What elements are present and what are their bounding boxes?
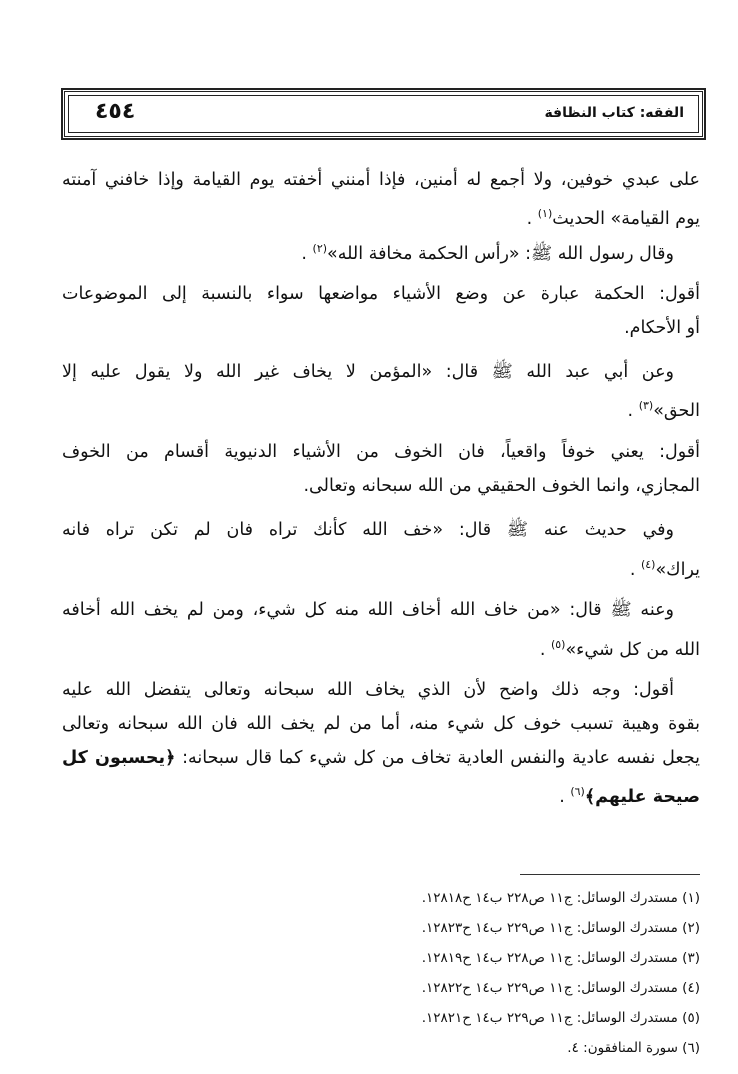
text-line: [62, 513, 700, 547]
line-text: المجازي، وانما الخوف الحقيقي من الله سبحانه وتعالى.: [303, 476, 700, 496]
text-line: [62, 355, 700, 389]
line-text: أقول: وجه ذلك واضح لأن الذي يخاف الله سبحانه وتعالى يتفضل الله عليه: [62, 680, 674, 700]
footnote-ref: (٥): [550, 638, 566, 651]
line-punctuation: .: [526, 208, 538, 229]
line-text: يراك»: [655, 559, 700, 580]
line-text: على عبدي خوفين، ولا أجمع له أمنين، فإذا أمنني أخفته يوم القيامة وإذا خافني آمنته: [62, 170, 700, 190]
line-text: أقول: الحكمة عبارة عن وضع الأشياء مواضعها سواء بالنسبة إلى الموضوعات: [62, 284, 700, 304]
footnote: (٦) سورة المنافقون: ٤.: [567, 1040, 700, 1056]
text-line: [62, 593, 700, 627]
text-line: [62, 435, 700, 469]
footnote-divider: [520, 874, 700, 875]
line-punctuation: .: [627, 400, 639, 421]
line-text: أو الأحكام.: [624, 318, 700, 338]
quran-verse: صيحة عليهم﴾: [584, 786, 700, 807]
header-title: الفقه: كتاب النظافة: [544, 105, 684, 121]
text-line: [62, 673, 700, 707]
line-text: الحق»: [653, 400, 700, 421]
text-line: [62, 741, 700, 775]
line-punctuation: .: [539, 639, 551, 660]
line-text: بقوة وهيبة تسبب خوف كل شيء منه، أما من لم يخف الله فان الله سبحانه وتعالى: [62, 714, 700, 734]
line-text: وقال رسول الله ﷺ: «رأس الحكمة مخافة الله»: [327, 243, 674, 264]
text-line: [62, 548, 700, 582]
line-text: يوم القيامة» الحديث: [552, 208, 700, 229]
text-line: [62, 232, 700, 266]
line-punctuation: .: [629, 559, 641, 580]
footnote: (٢) مستدرك الوسائل: ج١١ ص٢٢٩ ب١٤ ح١٢٨٢٣.: [421, 920, 700, 936]
text-line: [62, 163, 700, 197]
line-text: الله من كل شيء»: [565, 639, 700, 660]
footnote-ref: (١): [537, 207, 553, 220]
line-punctuation: .: [559, 786, 571, 807]
footnote: (٤) مستدرك الوسائل: ج١١ ص٢٢٩ ب١٤ ح١٢٨٢٢.: [421, 980, 700, 996]
text-line: [62, 389, 700, 423]
page-number: ٤٥٤: [95, 99, 136, 124]
footnote-ref: (٦): [570, 785, 585, 798]
footnote-ref: (٤): [640, 558, 656, 571]
text-line: [62, 311, 700, 345]
line-text: وفي حديث عنه ﷺ قال: «خف الله كأنك تراه فان لم تكن تراه فانه: [62, 520, 674, 540]
line-text: يجعل نفسه عادية والنفس العادية تخاف من كل شيء كما قال سبحانه:: [175, 748, 700, 768]
footnote: (١) مستدرك الوسائل: ج١١ ص٢٢٨ ب١٤ ح١٢٨١٨.: [421, 890, 700, 906]
text-line: [62, 707, 700, 741]
text-line: [62, 775, 700, 809]
quran-verse: ﴿يحسبون كل: [62, 748, 176, 768]
footnote-ref: (٣): [638, 399, 654, 412]
footnote: (٥) مستدرك الوسائل: ج١١ ص٢٢٩ ب١٤ ح١٢٨٢١.: [421, 1010, 700, 1026]
running-header: [62, 89, 705, 139]
line-text: وعنه ﷺ قال: «من خاف الله أخاف الله منه كل شيء، ومن لم يخف الله أخافه: [62, 600, 674, 620]
text-line: [62, 628, 700, 662]
footnote: (٣) مستدرك الوسائل: ج١١ ص٢٢٨ ب١٤ ح١٢٨١٩.: [421, 950, 700, 966]
text-line: [62, 277, 700, 311]
line-text: وعن أبي عبد الله ﷺ قال: «المؤمن لا يخاف غير الله ولا يقول عليه إلا: [62, 362, 674, 382]
line-punctuation: .: [301, 243, 313, 264]
text-line: [62, 197, 700, 231]
footnote-ref: (٢): [312, 242, 328, 255]
line-text: أقول: يعني خوفاً واقعياً، فان الخوف من الأشياء الدنيوية أقسام من الخوف: [62, 442, 700, 462]
text-line: [62, 469, 700, 503]
